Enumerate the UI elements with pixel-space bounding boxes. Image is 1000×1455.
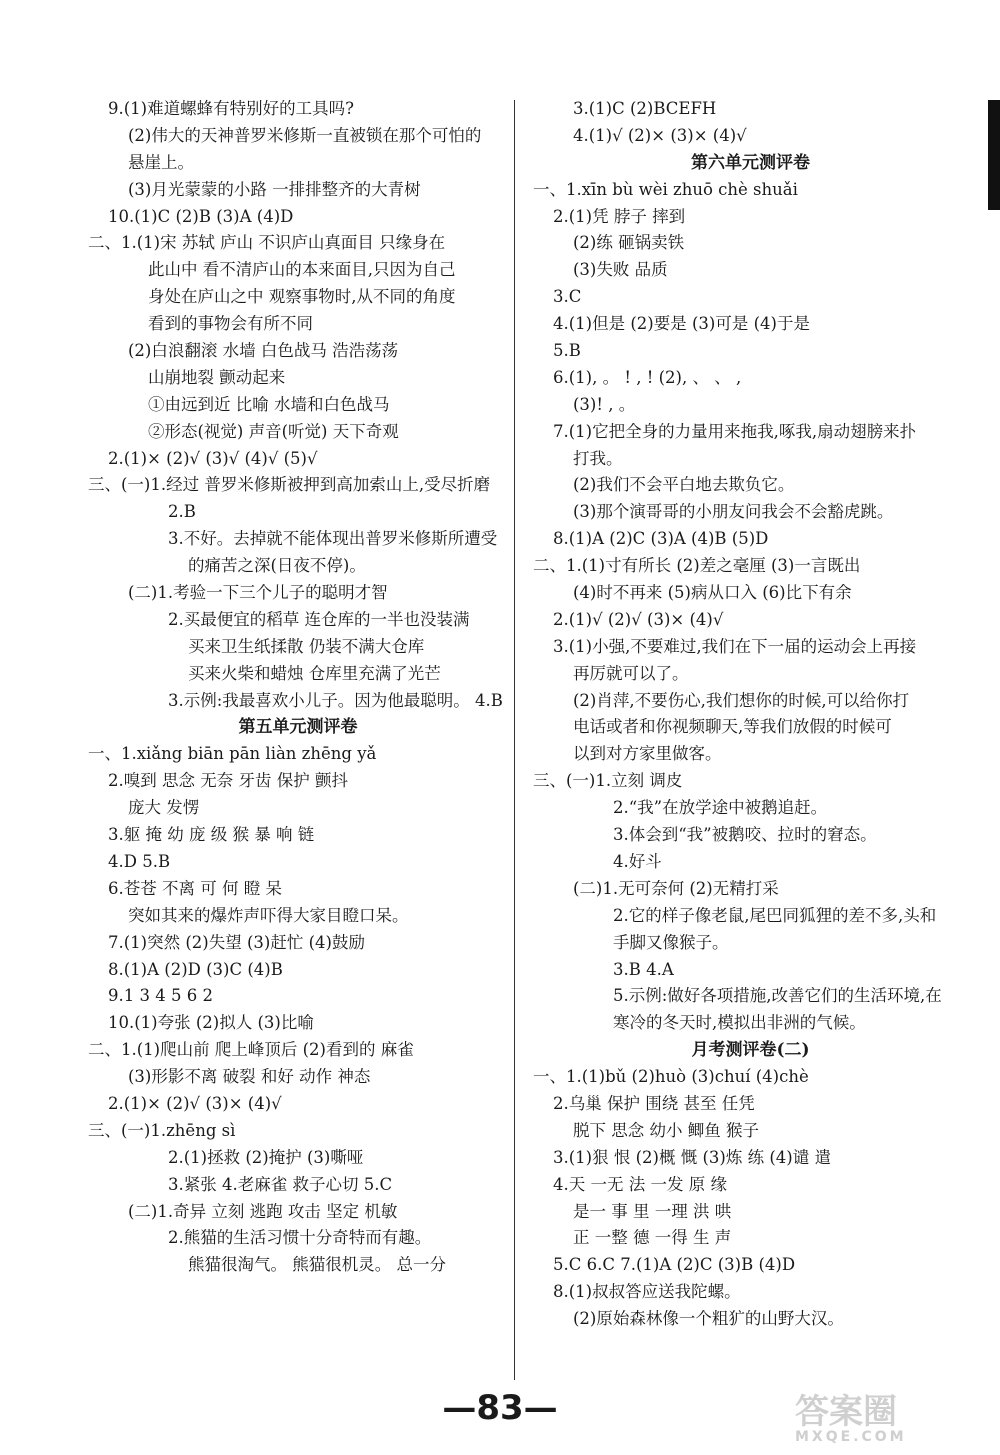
answer-line: 9.(1)难道螺蜂有特别好的工具吗? xyxy=(108,99,354,118)
answer-line: (3)月光蒙蒙的小路 一排排整齐的大青树 xyxy=(128,179,421,199)
answer-line: (2)我们不会平白地去欺负它。 xyxy=(573,475,795,495)
answer-line: (3)那个演哥哥的小朋友问我会不会豁虎跳。 xyxy=(573,502,894,522)
answer-line: 庞大 发愣 xyxy=(128,798,200,818)
answer-line: 三、(一)1.经过 普罗米修斯被押到高加索山上,受尽折磨 xyxy=(88,475,491,495)
answer-line: (2)白浪翻滚 水墙 白色战马 浩浩荡荡 xyxy=(128,341,399,361)
answer-line: 一、1.(1)bǔ (2)huò (3)chuí (4)chè xyxy=(533,1067,809,1087)
answer-line: 2.乌巢 保护 围绕 甚至 任凭 xyxy=(553,1093,755,1113)
answer-line: (4)时不再来 (5)病从口入 (6)比下有余 xyxy=(573,583,852,603)
answer-line: (二)1.考验一下三个儿子的聪明才智 xyxy=(128,583,388,603)
answer-line: 3.(1)狠 恨 (2)概 慨 (3)炼 练 (4)谴 遣 xyxy=(553,1147,831,1167)
answer-line: 10.(1)C (2)B (3)A (4)D xyxy=(108,206,294,226)
answer-line: 6.苍苍 不离 可 何 瞪 呆 xyxy=(108,878,282,898)
answer-line: 3.紧张 4.老麻雀 救子心切 5.C xyxy=(168,1174,393,1194)
answer-line: 3.不好。去掉就不能体现出普罗米修斯所遭受 xyxy=(168,529,498,549)
answer-line: 买来卫生纸揉散 仍装不满大仓库 xyxy=(188,636,425,656)
answer-line: 买来火柴和蜡烛 仓库里充满了光芒 xyxy=(188,663,441,683)
answer-line: 3.(1)C (2)BCEFH xyxy=(573,99,717,118)
section-title: 月考测评卷(二) xyxy=(691,1040,810,1061)
answer-line: 三、(一)1.立刻 调皮 xyxy=(533,771,683,791)
answer-line: 熊猫很淘气。 熊猫很机灵。 总一分 xyxy=(188,1255,446,1275)
answer-line: 4.D 5.B xyxy=(108,851,171,871)
answer-line: 3.示例:我最喜欢小儿子。因为他最聪明。 4.B xyxy=(168,690,503,710)
answer-line: 9.1 3 4 5 6 2 xyxy=(108,986,213,1006)
answer-line: 突如其来的爆炸声吓得大家目瞪口呆。 xyxy=(128,905,409,925)
answer-line: 3.B 4.A xyxy=(613,959,674,979)
answer-line: 5.B xyxy=(553,341,581,361)
answer-line: 2.(1)× (2)√ (3)× (4)√ xyxy=(108,1093,282,1113)
answer-line: 此山中 看不清庐山的本来面目,只因为自己 xyxy=(148,260,456,280)
answer-line: 悬崖上。 xyxy=(128,152,194,172)
answer-line: (2)伟大的天神普罗米修斯一直被锁在那个可怕的 xyxy=(128,125,482,145)
answer-line: 8.(1)A (2)D (3)C (4)B xyxy=(108,959,283,979)
answer-line: 3.体会到“我”被鹅咬、拉时的窘态。 xyxy=(613,825,877,845)
answer-line: 再厉就可以了。 xyxy=(573,663,689,683)
answer-line: 二、1.(1)寸有所长 (2)差之毫厘 (3)一言既出 xyxy=(533,556,861,576)
answer-line: ②形态(视觉) 声音(听觉) 天下奇观 xyxy=(148,421,399,441)
answer-line: 2.(1)× (2)√ (3)√ (4)√ (5)√ xyxy=(108,448,318,468)
answer-line: 的痛苦之深(日夜不停)。 xyxy=(188,556,366,576)
answer-line: 3.躯 掩 幼 庞 级 猴 暴 响 链 xyxy=(108,825,315,845)
answer-line: 打我。 xyxy=(573,448,623,468)
section-title: 第五单元测评卷 xyxy=(238,717,358,738)
answer-line: 8.(1)A (2)C (3)A (4)B (5)D xyxy=(553,529,769,549)
answer-line: (二)1.奇异 立刻 逃跑 攻击 坚定 机敏 xyxy=(128,1201,398,1221)
answer-line: 2.它的样子像老鼠,尾巴同狐狸的差不多,头和 xyxy=(613,905,937,925)
answer-line: 脱下 思念 幼小 鲫鱼 猴子 xyxy=(573,1120,759,1140)
answer-line: 2.嗅到 思念 无奈 牙齿 保护 颤抖 xyxy=(108,771,348,791)
answer-line: 7.(1)突然 (2)失望 (3)赶忙 (4)鼓励 xyxy=(108,932,365,952)
answer-line: 3.(1)小强,不要难过,我们在下一届的运动会上再接 xyxy=(553,636,917,656)
answer-line: 10.(1)夸张 (2)拟人 (3)比喻 xyxy=(108,1013,314,1033)
answer-line: 7.(1)它把全身的力量用来拖我,啄我,扇动翅膀来扑 xyxy=(553,421,917,441)
answer-line: (3)形影不离 破裂 和好 动作 神态 xyxy=(128,1067,371,1087)
answer-line: 2.B xyxy=(168,502,196,522)
answer-line: 以到对方家里做客。 xyxy=(573,744,722,764)
answer-line: 山崩地裂 颤动起来 xyxy=(148,367,286,387)
answer-line: 5.C 6.C 7.(1)A (2)C (3)B (4)D xyxy=(553,1255,796,1275)
answer-line: 看到的事物会有所不同 xyxy=(148,314,313,334)
answer-line: (2)肖萍,不要伤心,我们想你的时候,可以给你打 xyxy=(573,690,910,710)
answer-line: ①由远到近 比喻 水墙和白色战马 xyxy=(148,394,390,414)
answer-line: 2.(1)√ (2)√ (3)× (4)√ xyxy=(553,609,724,629)
answer-line: 4.好斗 xyxy=(613,851,662,871)
answer-line: 一、1.xīn bù wèi zhuō chè shuǎi xyxy=(533,179,798,199)
answer-line: 2.(1)凭 脖子 摔到 xyxy=(553,206,686,226)
answer-line: 二、1.(1)宋 苏轼 庐山 不识庐山真面目 只缘身在 xyxy=(88,233,446,253)
answer-line: 4.(1)√ (2)× (3)× (4)√ xyxy=(573,125,747,145)
answer-line: 2.买最便宜的稻草 连仓库的一半也没装满 xyxy=(168,609,470,629)
answer-line: 6.(1), 。 ! , ! (2), 、 、 , xyxy=(553,367,742,387)
left-column xyxy=(88,96,508,1279)
answer-line: 3.C xyxy=(553,287,582,307)
answer-line: 寒冷的冬天时,模拟出非洲的气候。 xyxy=(613,1013,866,1033)
answer-line: 三、(一)1.zhēng sì xyxy=(88,1120,236,1140)
answer-line: 2.熊猫的生活习惯十分奇特而有趣。 xyxy=(168,1228,432,1248)
answer-line: 4.(1)但是 (2)要是 (3)可是 (4)于是 xyxy=(553,314,810,334)
right-column xyxy=(533,96,968,1333)
answer-line: 一、1.xiǎng biān pān liàn zhēng yǎ xyxy=(88,744,377,764)
answer-line: 8.(1)叔叔答应送我陀螺。 xyxy=(553,1282,741,1302)
answer-line: 电话或者和你视频聊天,等我们放假的时候可 xyxy=(573,717,892,737)
answer-line: 2.(1)拯救 (2)掩护 (3)嘶哑 xyxy=(168,1147,364,1167)
answer-line: 5.示例:做好各项措施,改善它们的生活环境,在 xyxy=(613,986,942,1006)
answer-line: 身处在庐山之中 观察事物时,从不同的角度 xyxy=(148,287,456,307)
watermark-title: 答案圈 xyxy=(795,1392,897,1432)
answer-line: 正 一整 德 一得 生 声 xyxy=(573,1228,732,1248)
answer-line: 手脚又像猴子。 xyxy=(613,932,729,952)
column-divider xyxy=(514,100,515,1380)
answer-line: (2)原始森林像一个粗犷的山野大汉。 xyxy=(573,1309,844,1329)
answer-line: 是一 事 里 一理 洪 哄 xyxy=(573,1201,732,1221)
page-number: —83— xyxy=(442,1388,558,1428)
answer-line: (2)练 砸锅卖铁 xyxy=(573,233,685,253)
section-title: 第六单元测评卷 xyxy=(691,152,810,173)
watermark-logo xyxy=(795,1392,975,1447)
answer-line: (二)1.无可奈何 (2)无精打采 xyxy=(573,878,779,898)
answer-line: (3)! , 。 xyxy=(573,394,636,414)
answer-line: 二、1.(1)爬山前 爬上峰顶后 (2)看到的 麻雀 xyxy=(88,1040,414,1060)
answer-line: (3)失败 品质 xyxy=(573,260,668,280)
page-edge-bar xyxy=(988,100,1000,210)
watermark-subtitle: MXQE.COM xyxy=(795,1429,907,1445)
answer-line: 2.“我”在放学途中被鹅追赶。 xyxy=(613,798,828,818)
answer-line: 4.天 一无 法 一发 原 缘 xyxy=(553,1174,727,1194)
